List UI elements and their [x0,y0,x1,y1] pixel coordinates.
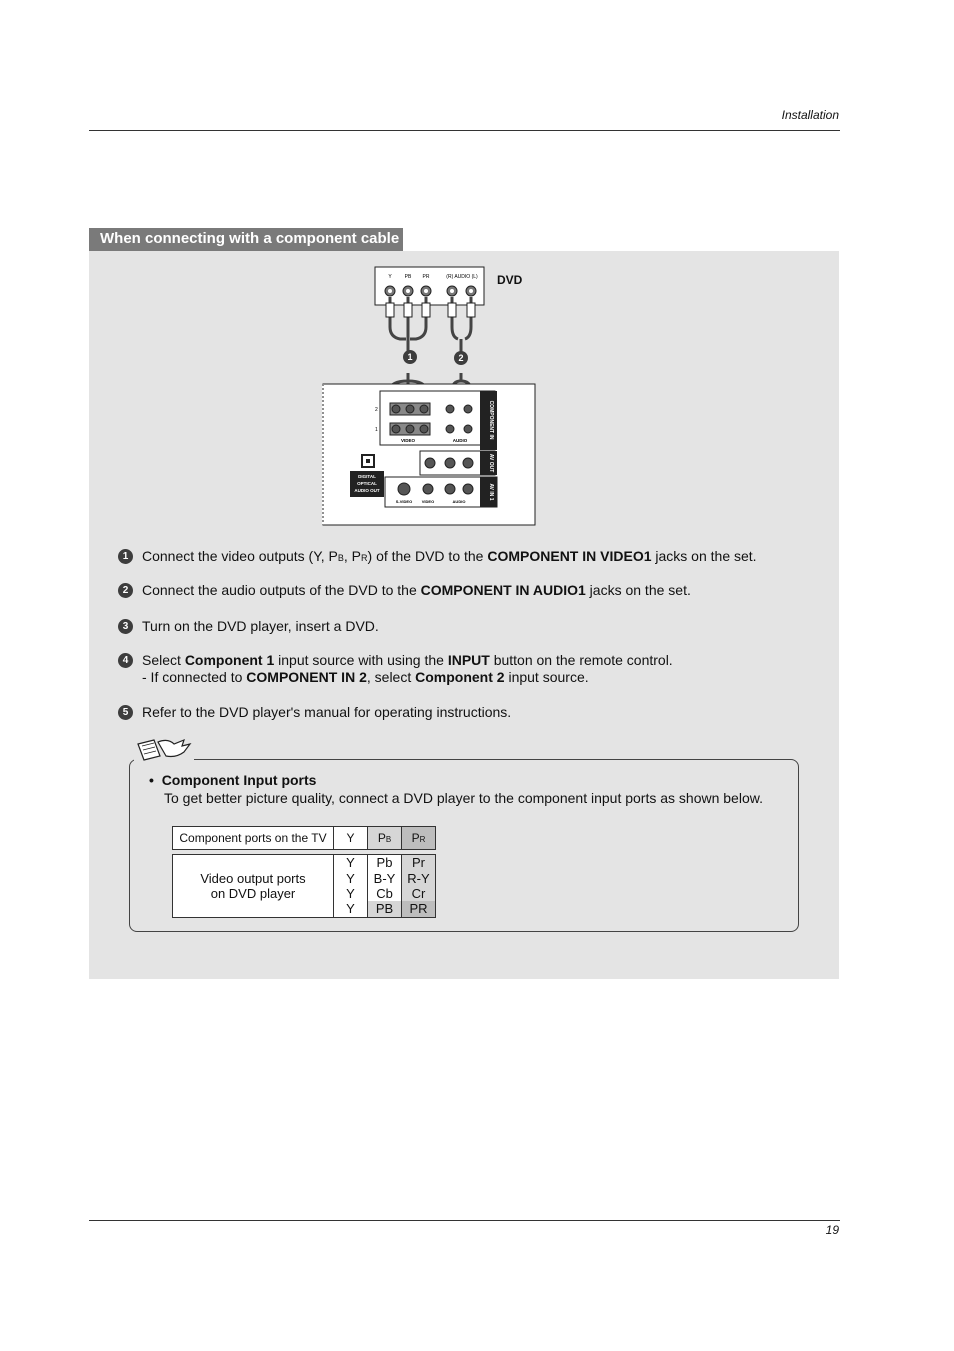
note-description: To get better picture quality, connect a DVD player to the component input ports as shown below. [164,790,763,806]
dvd-label: DVD [497,273,523,287]
panel-video2-label: VIDEO [421,499,435,504]
footer-rule [89,1220,840,1221]
connection-diagram [320,265,540,528]
section-title: When connecting with a component cable [89,228,403,251]
table-row [173,827,436,850]
panel-av-out-label: AV OUT [488,453,494,473]
panel-audio2-label: AUDIO [452,499,466,504]
step-number: 5 [118,705,133,720]
dvd-jack-y-label: Y [388,274,392,280]
dvd-y-cell: Y Y Y Y [334,855,368,918]
header-section: Installation [781,108,839,122]
step-number: 1 [118,549,133,564]
panel-av-in1-label: AV IN 1 [488,483,494,501]
callout-1-label: 1 [407,352,413,362]
note-hand-icon [132,736,196,766]
tv-pr-cell: PR [402,827,436,850]
callout-2-label: 2 [458,353,464,363]
panel-row-2-label: 2 [375,407,378,413]
step-number: 2 [118,583,133,598]
dvd-pr-cell: Pr R-Y Cr PR [402,855,436,918]
panel-video-label: VIDEO [400,438,416,443]
dvd-jack-audio-label: (R) AUDIO (L) [446,274,478,280]
step-number: 3 [118,619,133,634]
note-title: • Component Input ports [149,772,317,788]
panel-digital-optical-label-2: OPTICAL [357,481,377,486]
dvd-pb-cell: Pb B-Y Cb PB [368,855,402,918]
dvd-jack-pr-label: PR [422,274,430,280]
tv-y-cell: Y [334,827,368,850]
panel-svideo-label: S-VIDEO [395,499,413,504]
dvd-row-label: Video output ports on DVD player [173,855,334,918]
panel-component-in-label: COMPONENT IN [488,400,494,440]
panel-digital-optical-label-3: AUDIO OUT [354,488,380,493]
tv-pb-cell: PB [368,827,402,850]
panel-row-1-label: 1 [375,427,378,433]
tv-ports-table [172,826,436,850]
step-number: 4 [118,653,133,668]
page-number: 19 [825,1223,839,1237]
header-rule [89,130,840,131]
tv-row-label: Component ports on the TV [173,827,334,850]
panel-digital-optical-label-1: DIGITAL [358,474,376,479]
dvd-ports-table [172,854,436,918]
panel-audio-label: AUDIO [452,438,468,443]
table-row [173,855,436,918]
dvd-jack-pb-label: PB [404,274,412,280]
